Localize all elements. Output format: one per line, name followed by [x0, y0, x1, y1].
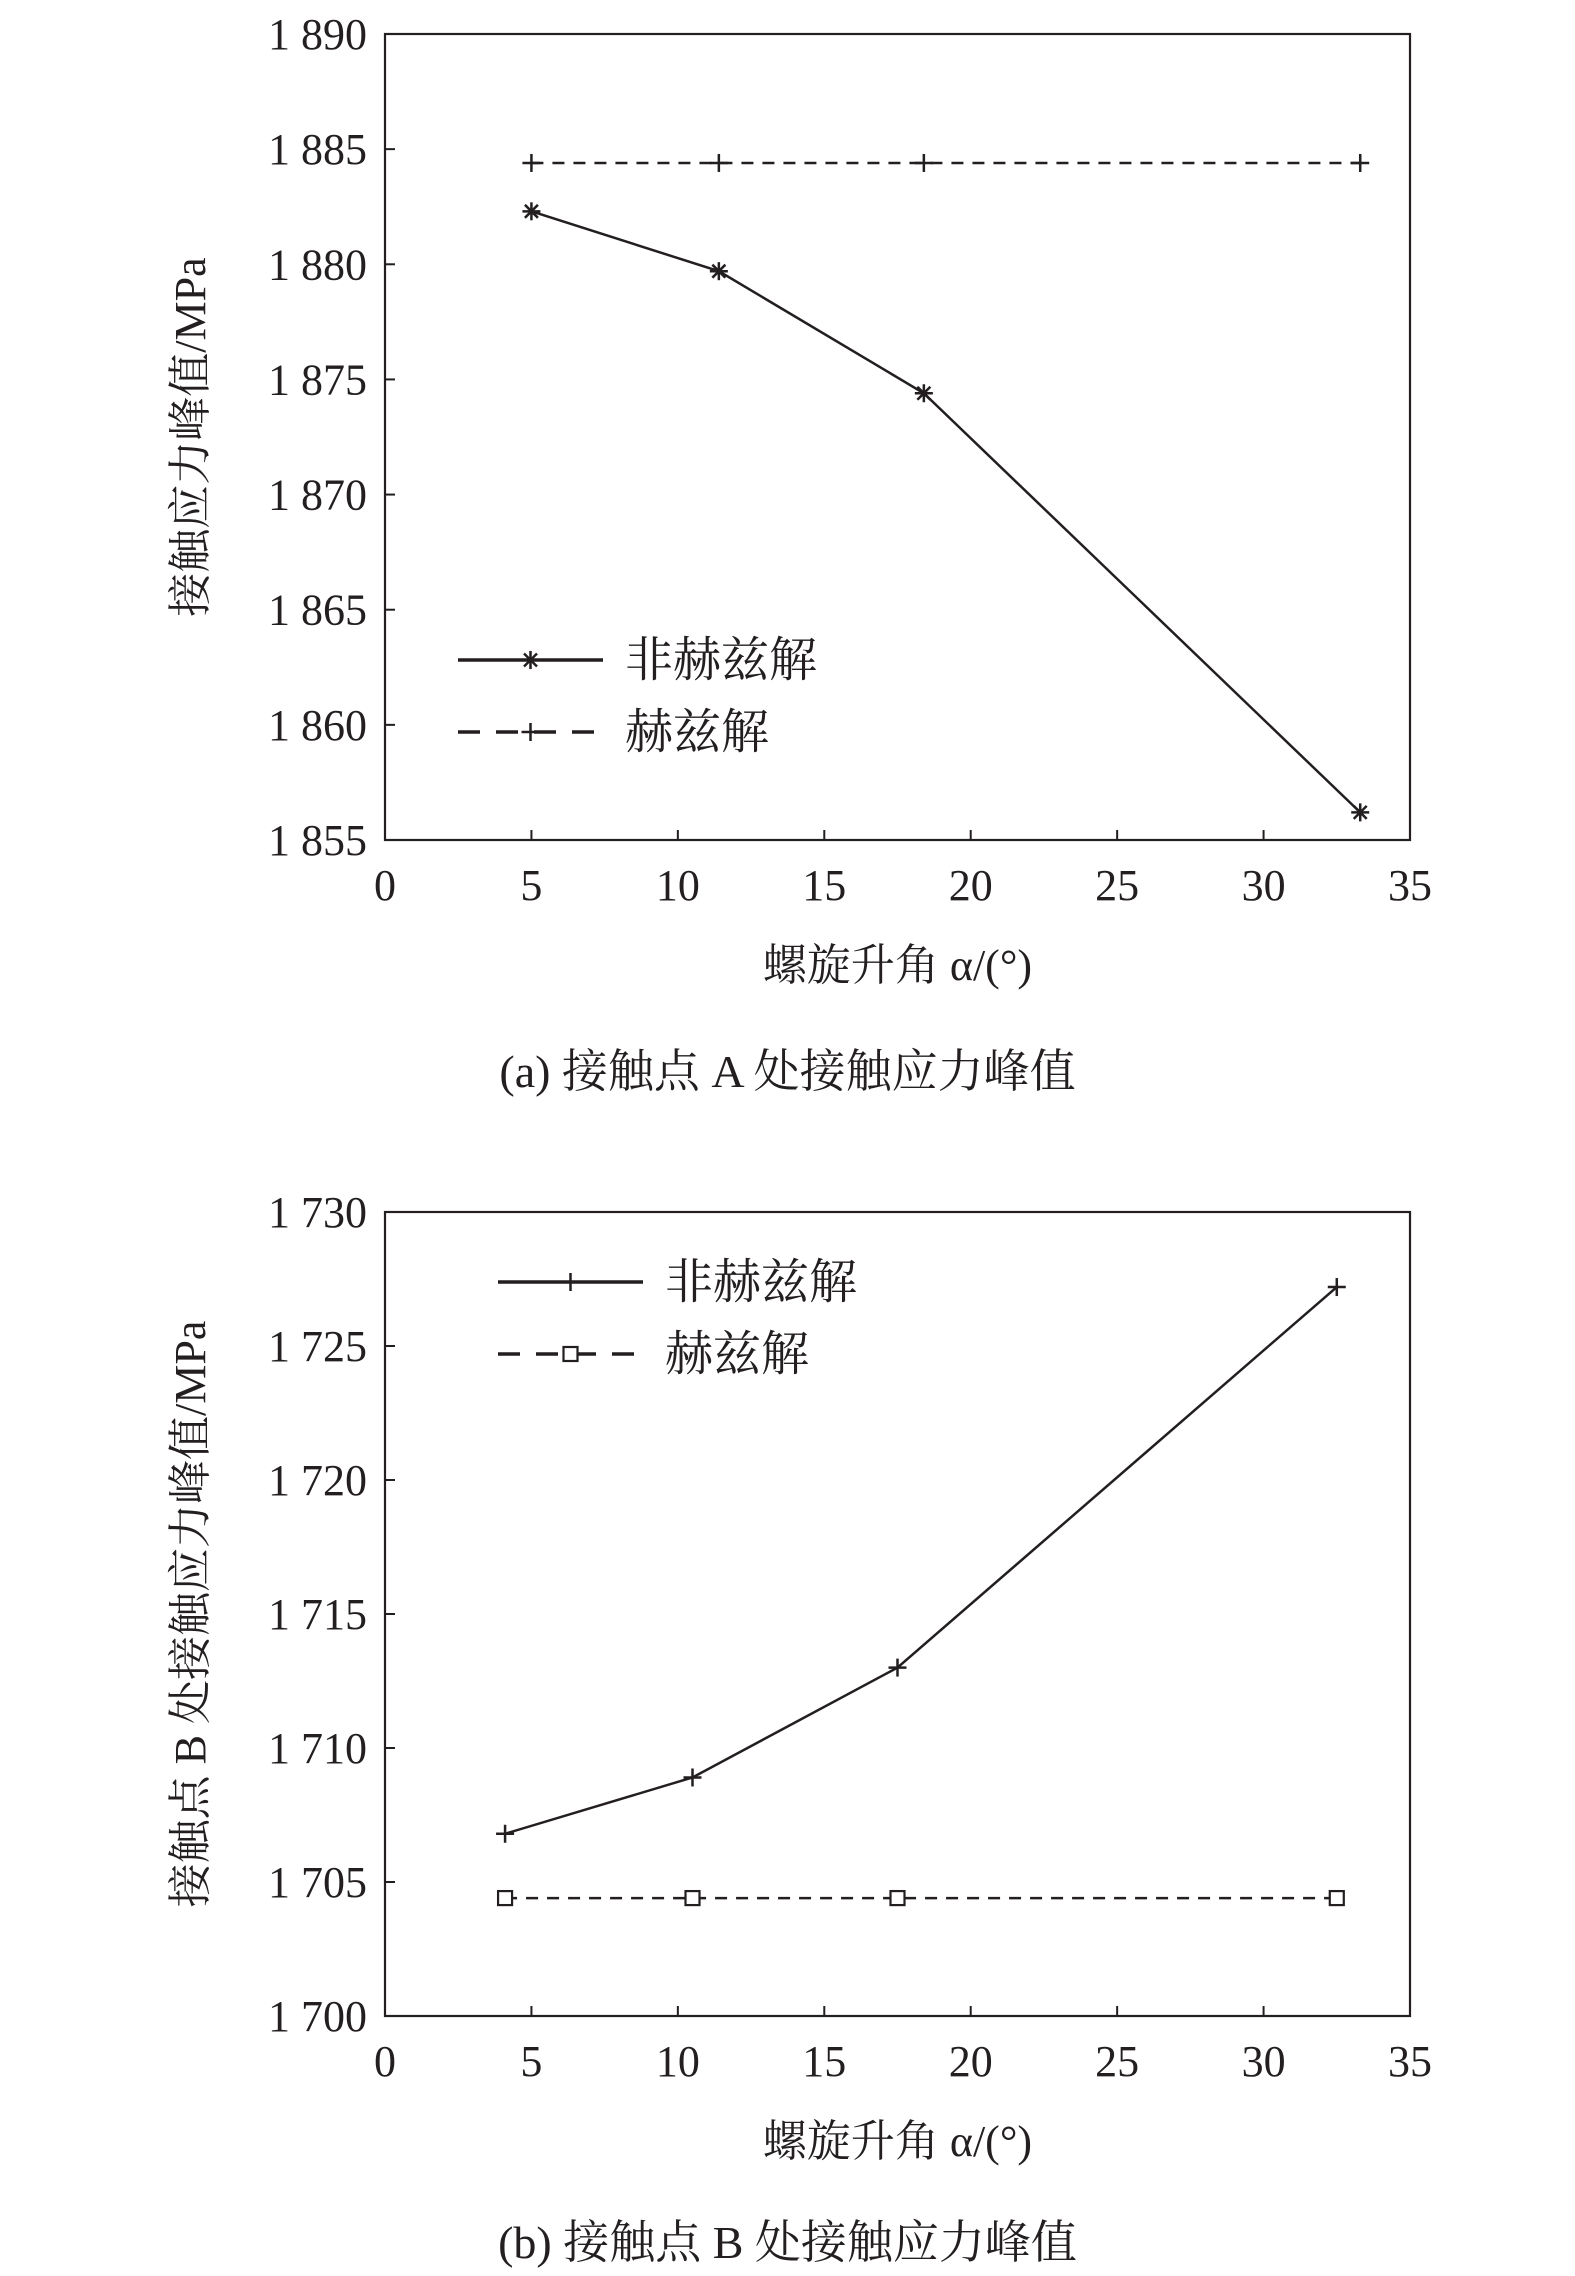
chart-b-series-line — [505, 1287, 1337, 1834]
chart-a-xtick-label: 25 — [1095, 861, 1140, 910]
chart-b-xtick-label: 25 — [1095, 2037, 1140, 2086]
chart-a-plot-frame — [385, 34, 1410, 840]
chart-a-ytick-label: 1 870 — [268, 470, 367, 520]
chart-a-data-point — [1351, 803, 1369, 821]
chart-a-data-point — [915, 384, 933, 402]
chart-b-xtick-label: 20 — [948, 2037, 993, 2086]
chart-b-legend — [498, 1256, 857, 1381]
chart-a-xtick-label: 30 — [1241, 861, 1286, 910]
chart-b-ytick-label: 1 715 — [268, 1590, 367, 1639]
chart-a-data-point — [710, 262, 728, 280]
chart-b-ytick-label: 1 730 — [268, 1188, 367, 1237]
chart-a-ytick-label: 1 885 — [268, 125, 367, 175]
chart-a-xtick-label: 20 — [948, 861, 993, 910]
chart-a-ytick-label: 1 880 — [268, 240, 367, 290]
chart-a-legend-label: 非赫兹解 — [625, 634, 818, 687]
chart-a-data-point — [915, 154, 933, 172]
chart-a-caption: (a) 接触点 A 处接触应力峰值 — [499, 1046, 1076, 1097]
chart-b-yaxis-title: 接触点 B 处接触应力峰值/MPa — [166, 1320, 215, 1908]
chart-b-ytick-label: 1 710 — [268, 1724, 367, 1773]
chart-b-legend-marker — [564, 1347, 578, 1361]
chart-a-ytick-label: 1 875 — [268, 355, 367, 405]
chart-b-legend-label: 赫兹解 — [665, 1328, 810, 1381]
chart-a-legend — [458, 634, 817, 759]
chart-a-legend-marker — [522, 651, 540, 669]
chart-b-ytick-label: 1 725 — [268, 1322, 367, 1371]
chart-b — [0, 1180, 1575, 2180]
chart-a — [0, 0, 1575, 1000]
chart-a-xtick-label: 0 — [374, 861, 396, 910]
chart-a-ytick-label: 1 890 — [268, 10, 367, 59]
chart-b-data-point — [496, 1825, 514, 1843]
chart-b-xaxis-title: 螺旋升角 α/(°) — [762, 2117, 1033, 2166]
chart-b-ytick-label: 1 705 — [268, 1858, 367, 1907]
chart-b-data-point — [684, 1768, 702, 1786]
chart-a-ytick-label: 1 865 — [268, 585, 367, 635]
chart-a-ytick-label: 1 860 — [268, 700, 367, 750]
chart-b-series-0 — [496, 1278, 1346, 1843]
chart-b-xtick-label: 0 — [374, 2037, 396, 2086]
chart-b-xtick-label: 10 — [655, 2037, 700, 2086]
chart-a-series-1 — [522, 154, 1369, 172]
chart-a-legend-marker — [522, 723, 540, 741]
chart-b-legend-marker — [562, 1273, 580, 1291]
chart-b-caption: (b) 接触点 B 处接触应力峰值 — [498, 2217, 1077, 2268]
chart-b-ytick-label: 1 720 — [268, 1456, 367, 1505]
chart-b-xtick-label: 30 — [1241, 2037, 1286, 2086]
chart-a-xtick-label: 10 — [655, 861, 700, 910]
chart-a-xtick-label: 5 — [520, 861, 543, 910]
chart-a-data-point — [710, 154, 728, 172]
chart-a-yaxis-title: 接触应力峰值/MPa — [166, 257, 215, 617]
chart-a-xtick-label: 15 — [802, 861, 847, 910]
chart-b-series-1 — [498, 1891, 1344, 1905]
chart-b-data-point — [686, 1891, 700, 1905]
chart-a-svg — [0, 0, 1575, 1000]
chart-b-data-point — [891, 1891, 905, 1905]
chart-b-xtick-label: 5 — [520, 2037, 543, 2086]
chart-b-data-point — [1330, 1891, 1344, 1905]
chart-b-data-point — [498, 1891, 512, 1905]
chart-a-data-point — [522, 202, 540, 220]
chart-a-legend-label: 赫兹解 — [625, 706, 770, 759]
chart-a-xaxis-title: 螺旋升角 α/(°) — [762, 941, 1033, 990]
chart-b-legend-label: 非赫兹解 — [665, 1256, 858, 1309]
chart-a-xtick-label: 35 — [1388, 861, 1432, 910]
chart-b-svg — [0, 1180, 1575, 2180]
chart-a-data-point — [1351, 154, 1369, 172]
chart-a-data-point — [522, 154, 540, 172]
chart-b-ytick-label: 1 700 — [268, 1992, 367, 2041]
chart-a-ytick-label: 1 855 — [268, 816, 367, 865]
chart-b-xtick-label: 35 — [1388, 2037, 1432, 2086]
chart-b-xtick-label: 15 — [802, 2037, 847, 2086]
